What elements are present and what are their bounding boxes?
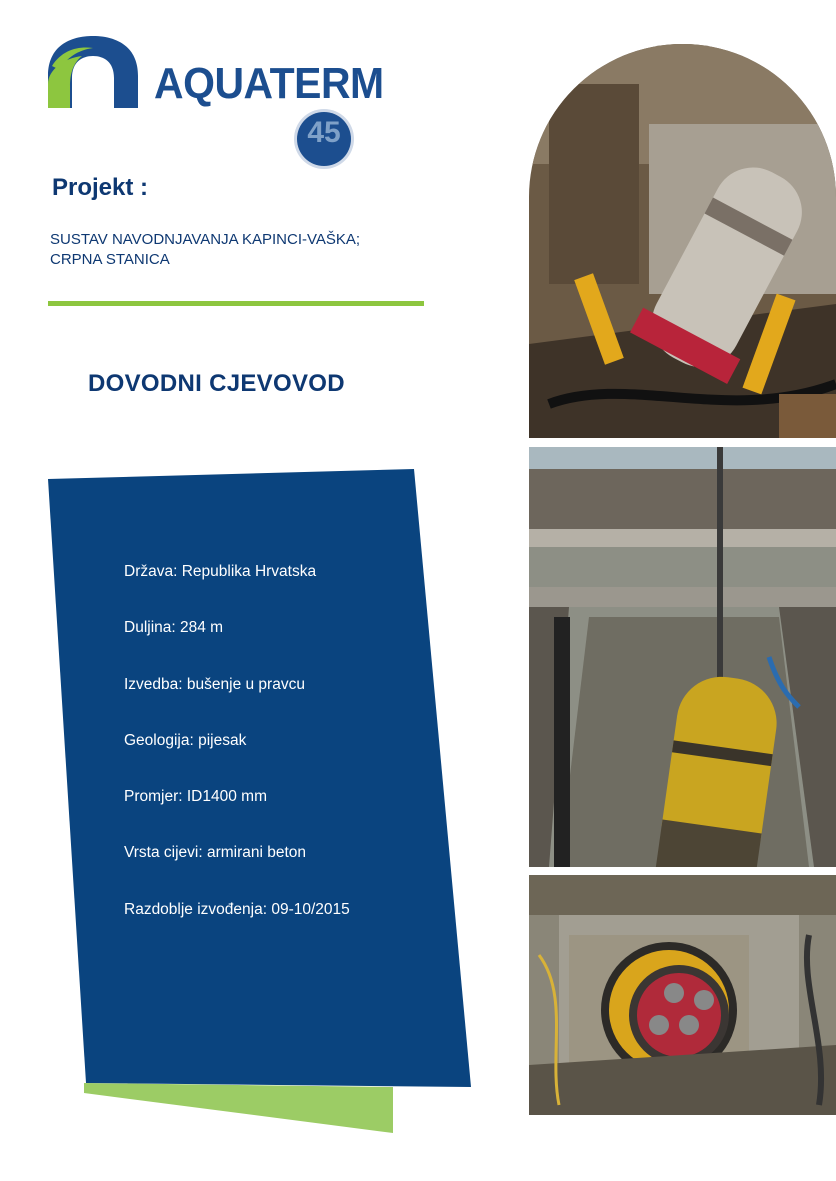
info-row-pipe-type: Vrsta cijevi: armirani beton [124, 844, 307, 861]
brand-name: AQUATERM [154, 59, 384, 108]
info-row-diameter: Promjer: ID1400 mm [124, 788, 267, 805]
project-label: Projekt : [52, 174, 149, 201]
section-title: DOVODNI CJEVOVOD [88, 370, 345, 397]
project-name-line: SUSTAV NAVODNJAVANJA KAPINCI-VAŠKA; [50, 231, 361, 248]
info-row-period: Razdoblje izvođenja: 09-10/2015 [124, 901, 350, 918]
panel-accent-strip [84, 1083, 393, 1133]
photo-drilling-pit [529, 447, 836, 867]
info-panel-background [48, 469, 471, 1087]
aquaterm-logo-icon [48, 36, 138, 108]
photo-cutting-head [529, 875, 836, 1115]
info-row-country: Država: Republika Hrvatska [124, 563, 317, 580]
project-name-line: CRPNA STANICA [50, 251, 170, 268]
info-row-method: Izvedba: bušenje u pravcu [124, 676, 305, 693]
info-row-geology: Geologija: pijesak [124, 732, 247, 749]
photo-jacking-pit [529, 44, 836, 438]
divider [48, 301, 424, 306]
anniversary-badge-text: 45 [307, 116, 341, 149]
info-row-length: Duljina: 284 m [124, 619, 224, 636]
